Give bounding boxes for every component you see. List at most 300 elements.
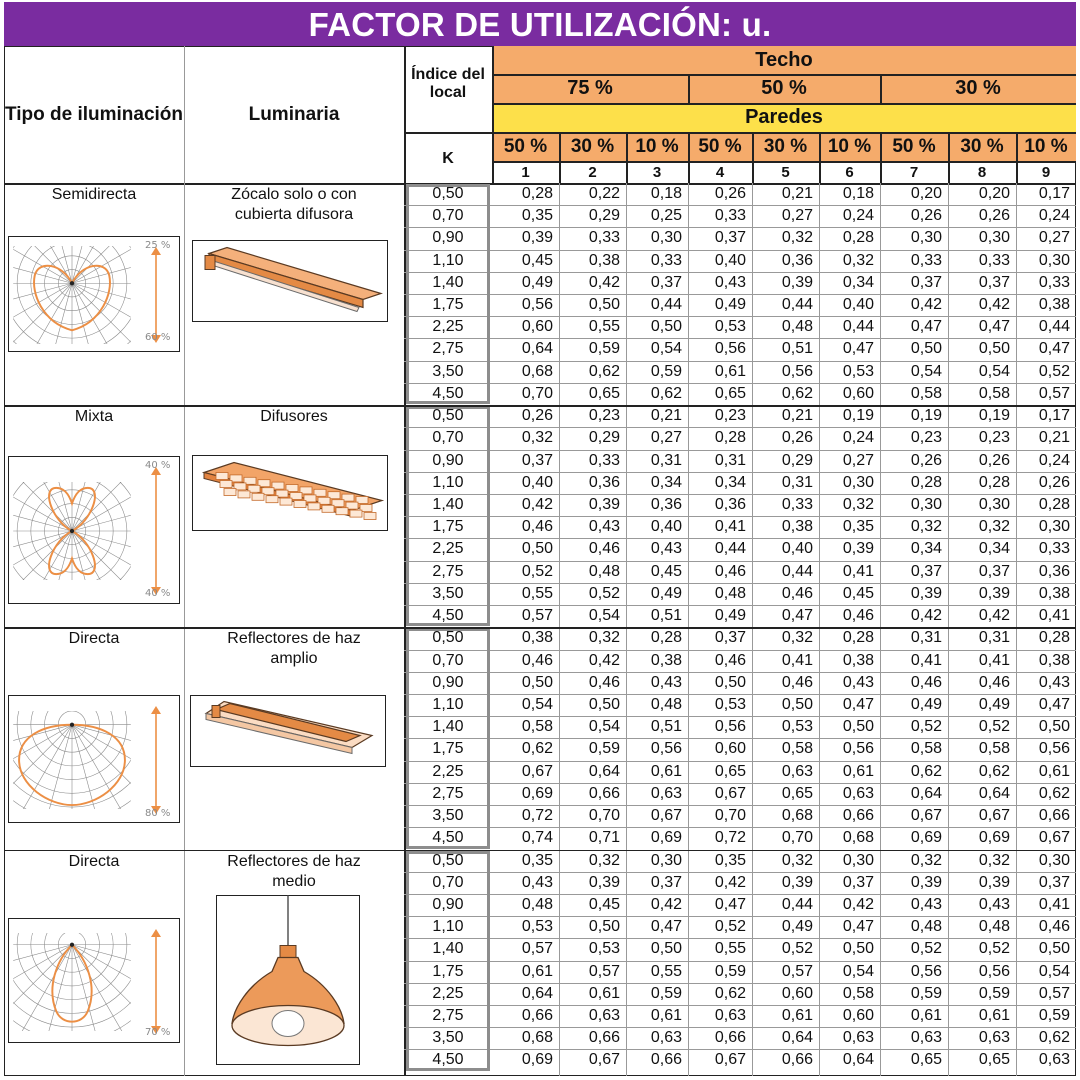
utilization-value-cell: 0,48 <box>910 918 942 936</box>
utilization-value-cell: 0,50 <box>978 340 1010 358</box>
utilization-value-cell: 0,50 <box>650 940 682 958</box>
utilization-value-cell: 0,64 <box>842 1051 874 1069</box>
grid-line <box>819 132 821 183</box>
utilization-value-cell: 0,44 <box>781 896 813 914</box>
utilization-value-cell: 0,19 <box>978 407 1010 425</box>
utilization-value-cell: 0,37 <box>714 629 746 647</box>
grid-line <box>404 472 1076 473</box>
utilization-value-cell: 0,26 <box>978 207 1010 225</box>
utilization-value-cell: 0,54 <box>650 340 682 358</box>
utilization-value-cell: 0,38 <box>650 651 682 669</box>
utilization-value-cell: 0,53 <box>714 318 746 336</box>
header-techo-pct: 30 % <box>880 74 1076 103</box>
utilization-value-cell: 0,47 <box>842 340 874 358</box>
utilization-value-cell: 0,46 <box>978 673 1010 691</box>
utilization-value-cell: 0,42 <box>978 607 1010 625</box>
utilization-value-cell: 0,31 <box>714 451 746 469</box>
k-index-cell: 4,50 <box>432 1051 464 1069</box>
utilization-value-cell: 0,48 <box>588 562 620 580</box>
utilization-value-cell: 0,38 <box>842 651 874 669</box>
utilization-value-cell: 0,49 <box>650 584 682 602</box>
utilization-value-cell: 0,69 <box>978 829 1010 847</box>
utilization-value-cell: 0,46 <box>521 651 553 669</box>
utilization-value-cell: 0,55 <box>521 584 553 602</box>
grid-line <box>404 250 1076 251</box>
k-index-cell: 0,50 <box>432 407 464 425</box>
utilization-value-cell: 0,52 <box>781 940 813 958</box>
utilization-value-cell: 0,42 <box>588 273 620 291</box>
utilization-value-cell: 0,28 <box>910 473 942 491</box>
grid-line <box>404 961 1076 962</box>
utilization-value-cell: 0,26 <box>781 429 813 447</box>
utilization-value-cell: 0,57 <box>1038 984 1070 1002</box>
k-index-cell: 2,75 <box>432 784 464 802</box>
utilization-value-cell: 0,24 <box>1038 451 1070 469</box>
utilization-value-cell: 0,66 <box>781 1051 813 1069</box>
lighting-type-label: Mixta <box>74 408 114 426</box>
utilization-value-cell: 0,69 <box>521 1051 553 1069</box>
header-col-number: 2 <box>588 163 597 181</box>
utilization-value-cell: 0,66 <box>588 784 620 802</box>
k-index-cell: 0,90 <box>432 673 464 691</box>
utilization-value-cell: 0,37 <box>650 273 682 291</box>
utilization-value-cell: 0,56 <box>978 962 1010 980</box>
utilization-value-cell: 0,47 <box>842 696 874 714</box>
utilization-value-cell: 0,61 <box>714 362 746 380</box>
utilization-value-cell: 0,56 <box>1038 740 1070 758</box>
page-title: FACTOR DE UTILIZACIÓN: u. <box>4 2 1076 46</box>
utilization-value-cell: 0,65 <box>714 762 746 780</box>
utilization-value-cell: 0,59 <box>650 984 682 1002</box>
utilization-value-cell: 0,52 <box>1038 362 1070 380</box>
utilization-value-cell: 0,41 <box>910 651 942 669</box>
utilization-value-cell: 0,38 <box>521 629 553 647</box>
utilization-value-cell: 0,26 <box>910 207 942 225</box>
utilization-value-cell: 0,50 <box>650 318 682 336</box>
utilization-value-cell: 0,43 <box>978 896 1010 914</box>
utilization-value-cell: 0,40 <box>781 540 813 558</box>
utilization-value-cell: 0,52 <box>521 562 553 580</box>
header-techo: Techo <box>492 46 1076 74</box>
utilization-value-cell: 0,35 <box>521 851 553 869</box>
utilization-value-cell: 0,60 <box>521 318 553 336</box>
utilization-value-cell: 0,54 <box>588 607 620 625</box>
grid-line <box>404 938 1076 939</box>
grid-line <box>404 494 1076 495</box>
k-index-cell: 0,50 <box>432 851 464 869</box>
utilization-value-cell: 0,21 <box>781 185 813 203</box>
utilization-value-cell: 0,44 <box>650 296 682 314</box>
utilization-value-cell: 0,65 <box>714 384 746 402</box>
utilization-value-cell: 0,62 <box>650 384 682 402</box>
k-index-cell: 0,50 <box>432 629 464 647</box>
utilization-value-cell: 0,21 <box>1038 429 1070 447</box>
percent-up-label: 25 % <box>145 240 171 251</box>
utilization-value-cell: 0,39 <box>588 496 620 514</box>
medium-beam-polar-curve-icon <box>8 918 180 1043</box>
utilization-value-cell: 0,40 <box>650 518 682 536</box>
utilization-value-cell: 0,58 <box>978 740 1010 758</box>
utilization-value-cell: 0,65 <box>910 1051 942 1069</box>
utilization-value-cell: 0,42 <box>714 873 746 891</box>
grid-line <box>404 672 1076 673</box>
utilization-value-cell: 0,41 <box>1038 607 1070 625</box>
grid-line <box>404 716 1076 717</box>
utilization-value-cell: 0,56 <box>650 740 682 758</box>
utilization-value-cell: 0,50 <box>588 696 620 714</box>
lighting-type-label: Semidirecta <box>51 186 137 203</box>
utilization-value-cell: 0,69 <box>521 784 553 802</box>
utilization-value-cell: 0,39 <box>978 873 1010 891</box>
utilization-value-cell: 0,62 <box>781 384 813 402</box>
utilization-value-cell: 0,43 <box>588 518 620 536</box>
grid-line <box>404 783 1076 784</box>
utilization-value-cell: 0,44 <box>1038 318 1070 336</box>
utilization-value-cell: 0,45 <box>521 251 553 269</box>
utilization-value-cell: 0,18 <box>650 185 682 203</box>
utilization-value-cell: 0,28 <box>842 629 874 647</box>
header-col-number: 7 <box>909 163 919 181</box>
utilization-value-cell: 0,28 <box>1038 496 1070 514</box>
utilization-value-cell: 0,64 <box>521 340 553 358</box>
utilization-value-cell: 0,52 <box>910 718 942 736</box>
utilization-value-cell: 0,31 <box>910 629 942 647</box>
utilization-value-cell: 0,58 <box>842 984 874 1002</box>
utilization-value-cell: 0,39 <box>978 584 1010 602</box>
grid-line <box>404 338 1076 339</box>
utilization-value-cell: 0,17 <box>1038 407 1070 425</box>
wide-beam-polar-curve-icon <box>8 695 180 823</box>
utilization-value-cell: 0,37 <box>978 273 1010 291</box>
utilization-value-cell: 0,20 <box>978 185 1010 203</box>
utilization-value-cell: 0,28 <box>714 429 746 447</box>
header-tipo: Tipo de iluminación <box>4 103 184 125</box>
grid-line <box>404 205 1076 206</box>
utilization-value-cell: 0,48 <box>650 696 682 714</box>
k-index-cell: 1,40 <box>432 940 464 958</box>
grid-line <box>4 850 1076 852</box>
utilization-value-cell: 0,67 <box>521 762 553 780</box>
utilization-value-cell: 0,30 <box>910 229 942 247</box>
k-index-cell: 1,40 <box>432 273 464 291</box>
utilization-value-cell: 0,50 <box>588 296 620 314</box>
utilization-value-cell: 0,42 <box>650 896 682 914</box>
utilization-value-cell: 0,49 <box>910 696 942 714</box>
utilization-value-cell: 0,38 <box>1038 296 1070 314</box>
utilization-value-cell: 0,56 <box>842 740 874 758</box>
utilization-value-cell: 0,61 <box>842 762 874 780</box>
header-paredes-pct: 50 % <box>688 132 752 161</box>
utilization-value-cell: 0,38 <box>1038 584 1070 602</box>
grid-line <box>404 805 1076 806</box>
utilization-value-cell: 0,28 <box>842 229 874 247</box>
utilization-value-cell: 0,32 <box>910 518 942 536</box>
utilization-value-cell: 0,30 <box>1038 851 1070 869</box>
utilization-value-cell: 0,51 <box>781 340 813 358</box>
utilization-value-cell: 0,35 <box>714 851 746 869</box>
utilization-value-cell: 0,33 <box>978 251 1010 269</box>
utilization-value-cell: 0,47 <box>1038 696 1070 714</box>
utilization-value-cell: 0,70 <box>588 807 620 825</box>
utilization-value-cell: 0,37 <box>1038 873 1070 891</box>
utilization-value-cell: 0,61 <box>521 962 553 980</box>
grid-line <box>404 1005 1076 1006</box>
utilization-value-cell: 0,63 <box>1038 1051 1070 1069</box>
utilization-value-cell: 0,57 <box>1038 384 1070 402</box>
utilization-value-cell: 0,46 <box>1038 918 1070 936</box>
utilization-value-cell: 0,54 <box>910 362 942 380</box>
utilization-value-cell: 0,60 <box>842 1007 874 1025</box>
utilization-value-cell: 0,43 <box>910 896 942 914</box>
grid-line <box>184 183 185 1076</box>
grid-line <box>404 738 1076 739</box>
utilization-value-cell: 0,49 <box>781 918 813 936</box>
utilization-value-cell: 0,42 <box>910 296 942 314</box>
utilization-value-cell: 0,51 <box>650 718 682 736</box>
k-index-cell: 1,10 <box>432 918 464 936</box>
grid-line <box>404 827 1076 828</box>
utilization-value-cell: 0,47 <box>842 918 874 936</box>
utilization-value-cell: 0,53 <box>588 940 620 958</box>
utilization-value-cell: 0,24 <box>842 207 874 225</box>
utilization-value-cell: 0,43 <box>650 673 682 691</box>
utilization-value-cell: 0,67 <box>588 1051 620 1069</box>
utilization-value-cell: 0,62 <box>714 984 746 1002</box>
utilization-value-cell: 0,50 <box>521 540 553 558</box>
utilization-value-cell: 0,59 <box>1038 1007 1070 1025</box>
utilization-value-cell: 0,59 <box>910 984 942 1002</box>
utilization-value-cell: 0,39 <box>781 273 813 291</box>
utilization-value-cell: 0,30 <box>842 851 874 869</box>
utilization-value-cell: 0,48 <box>781 318 813 336</box>
utilization-value-cell: 0,32 <box>978 851 1010 869</box>
utilization-value-cell: 0,35 <box>842 518 874 536</box>
k-index-cell: 0,90 <box>432 896 464 914</box>
header-paredes-pct: 50 % <box>880 132 948 161</box>
utilization-value-cell: 0,49 <box>521 273 553 291</box>
utilization-value-cell: 0,68 <box>842 829 874 847</box>
utilization-value-cell: 0,63 <box>842 1029 874 1047</box>
utilization-value-cell: 0,45 <box>588 896 620 914</box>
utilization-value-cell: 0,36 <box>588 473 620 491</box>
utilization-value-cell: 0,54 <box>588 718 620 736</box>
utilization-value-cell: 0,32 <box>781 851 813 869</box>
utilization-value-cell: 0,31 <box>978 629 1010 647</box>
utilization-value-cell: 0,37 <box>650 873 682 891</box>
utilization-value-cell: 0,55 <box>588 318 620 336</box>
utilization-value-cell: 0,33 <box>910 251 942 269</box>
header-paredes-pct: 30 % <box>948 132 1016 161</box>
utilization-value-cell: 0,23 <box>978 429 1010 447</box>
utilization-value-cell: 0,67 <box>978 807 1010 825</box>
percent-down-label: 80 % <box>145 808 171 819</box>
mixed-polar-curve-icon <box>8 456 180 604</box>
utilization-value-cell: 0,66 <box>714 1029 746 1047</box>
utilization-value-cell: 0,30 <box>910 496 942 514</box>
utilization-value-cell: 0,61 <box>781 1007 813 1025</box>
utilization-value-cell: 0,62 <box>910 762 942 780</box>
grid-line <box>404 383 1076 384</box>
utilization-value-cell: 0,59 <box>588 340 620 358</box>
grid-line <box>626 132 628 183</box>
utilization-value-cell: 0,29 <box>588 429 620 447</box>
utilization-value-cell: 0,41 <box>781 651 813 669</box>
grid-line <box>184 46 185 183</box>
percent-down-label: 60 % <box>145 332 171 343</box>
fluorescent-batten-icon <box>192 240 388 322</box>
utilization-value-cell: 0,54 <box>521 696 553 714</box>
utilization-value-cell: 0,26 <box>1038 473 1070 491</box>
utilization-value-cell: 0,61 <box>650 762 682 780</box>
utilization-value-cell: 0,58 <box>910 740 942 758</box>
utilization-value-cell: 0,32 <box>978 518 1010 536</box>
utilization-value-cell: 0,36 <box>1038 562 1070 580</box>
utilization-value-cell: 0,34 <box>978 540 1010 558</box>
utilization-value-cell: 0,39 <box>910 873 942 891</box>
utilization-value-cell: 0,56 <box>714 340 746 358</box>
utilization-value-cell: 0,37 <box>714 229 746 247</box>
utilization-value-cell: 0,41 <box>714 518 746 536</box>
utilization-value-cell: 0,29 <box>588 207 620 225</box>
utilization-value-cell: 0,65 <box>588 384 620 402</box>
utilization-value-cell: 0,45 <box>842 584 874 602</box>
utilization-value-cell: 0,65 <box>978 1051 1010 1069</box>
utilization-value-cell: 0,34 <box>842 273 874 291</box>
k-index-cell: 1,10 <box>432 251 464 269</box>
utilization-value-cell: 0,30 <box>978 496 1010 514</box>
percent-down-label: 70 % <box>145 1027 171 1038</box>
grid-line <box>492 132 1076 134</box>
utilization-value-cell: 0,31 <box>781 473 813 491</box>
utilization-value-cell: 0,29 <box>781 451 813 469</box>
utilization-value-cell: 0,33 <box>781 496 813 514</box>
k-index-cell: 1,40 <box>432 718 464 736</box>
utilization-value-cell: 0,58 <box>910 384 942 402</box>
k-index-cell: 2,25 <box>432 762 464 780</box>
utilization-value-cell: 0,72 <box>714 829 746 847</box>
utilization-value-cell: 0,57 <box>781 962 813 980</box>
utilization-value-cell: 0,32 <box>781 629 813 647</box>
utilization-value-cell: 0,53 <box>521 918 553 936</box>
k-index-cell: 1,40 <box>432 496 464 514</box>
utilization-value-cell: 0,62 <box>1038 1029 1070 1047</box>
grid-line <box>1016 132 1018 183</box>
utilization-value-cell: 0,33 <box>650 251 682 269</box>
utilization-value-cell: 0,54 <box>1038 962 1070 980</box>
header-col-number: 1 <box>521 163 530 181</box>
utilization-value-cell: 0,41 <box>978 651 1010 669</box>
grid-line <box>404 1027 1076 1028</box>
utilization-value-cell: 0,67 <box>910 807 942 825</box>
utilization-value-cell: 0,17 <box>1038 185 1070 203</box>
utilization-value-cell: 0,34 <box>714 473 746 491</box>
utilization-value-cell: 0,70 <box>714 807 746 825</box>
utilization-value-cell: 0,64 <box>978 784 1010 802</box>
utilization-value-cell: 0,52 <box>910 940 942 958</box>
header-indice: Índice del local <box>411 65 485 101</box>
utilization-value-cell: 0,56 <box>781 362 813 380</box>
utilization-value-cell: 0,27 <box>1038 229 1070 247</box>
grid-line <box>404 427 1076 428</box>
utilization-value-cell: 0,70 <box>521 384 553 402</box>
grid-line <box>404 872 1076 873</box>
utilization-value-cell: 0,67 <box>650 807 682 825</box>
utilization-value-cell: 0,27 <box>781 207 813 225</box>
utilization-value-cell: 0,43 <box>650 540 682 558</box>
grid-line <box>559 132 561 183</box>
utilization-value-cell: 0,53 <box>781 718 813 736</box>
utilization-value-cell: 0,46 <box>588 540 620 558</box>
utilization-value-cell: 0,30 <box>842 473 874 491</box>
utilization-value-cell: 0,32 <box>588 851 620 869</box>
utilization-value-cell: 0,28 <box>978 473 1010 491</box>
utilization-value-cell: 0,74 <box>521 829 553 847</box>
header-techo-pct: 75 % <box>492 74 688 103</box>
utilization-value-cell: 0,59 <box>588 740 620 758</box>
percent-up-label: 40 % <box>145 460 171 471</box>
header-luminaria: Luminaria <box>248 103 340 125</box>
utilization-value-cell: 0,35 <box>521 207 553 225</box>
utilization-value-cell: 0,54 <box>842 962 874 980</box>
utilization-value-cell: 0,32 <box>781 229 813 247</box>
utilization-value-cell: 0,69 <box>910 829 942 847</box>
utilization-value-cell: 0,40 <box>714 251 746 269</box>
header-col-number: 6 <box>845 163 854 181</box>
utilization-value-cell: 0,27 <box>842 451 874 469</box>
utilization-value-cell: 0,44 <box>781 296 813 314</box>
utilization-value-cell: 0,37 <box>521 451 553 469</box>
utilization-value-cell: 0,26 <box>978 451 1010 469</box>
k-index-cell: 4,50 <box>432 384 464 402</box>
header-paredes-pct: 10 % <box>1016 132 1076 161</box>
utilization-value-cell: 0,40 <box>842 296 874 314</box>
grid-line <box>404 1049 1076 1050</box>
utilization-value-cell: 0,21 <box>781 407 813 425</box>
utilization-value-cell: 0,24 <box>842 429 874 447</box>
utilization-value-cell: 0,63 <box>781 762 813 780</box>
utilization-value-cell: 0,56 <box>714 718 746 736</box>
utilization-value-cell: 0,46 <box>842 607 874 625</box>
utilization-value-cell: 0,55 <box>714 940 746 958</box>
utilization-value-cell: 0,62 <box>978 762 1010 780</box>
k-index-cell: 2,25 <box>432 540 464 558</box>
utilization-value-cell: 0,47 <box>978 318 1010 336</box>
utilization-value-cell: 0,61 <box>588 984 620 1002</box>
lighting-type-label: Directa <box>68 630 120 648</box>
k-index-cell: 1,10 <box>432 696 464 714</box>
k-index-cell: 0,90 <box>432 451 464 469</box>
header-col-number: 9 <box>1041 163 1051 181</box>
utilization-value-cell: 0,50 <box>1038 940 1070 958</box>
utilization-value-cell: 0,32 <box>521 429 553 447</box>
utilization-value-cell: 0,32 <box>842 496 874 514</box>
utilization-value-cell: 0,48 <box>521 896 553 914</box>
utilization-value-cell: 0,39 <box>588 873 620 891</box>
utilization-value-cell: 0,37 <box>978 562 1010 580</box>
luminaire-label: Reflectores de haz medio <box>227 852 361 890</box>
utilization-value-cell: 0,37 <box>842 873 874 891</box>
utilization-value-cell: 0,72 <box>521 807 553 825</box>
utilization-value-cell: 0,34 <box>910 540 942 558</box>
utilization-value-cell: 0,43 <box>714 273 746 291</box>
utilization-value-cell: 0,39 <box>842 540 874 558</box>
utilization-value-cell: 0,47 <box>714 896 746 914</box>
utilization-value-cell: 0,64 <box>521 984 553 1002</box>
utilization-value-cell: 0,68 <box>521 362 553 380</box>
utilization-value-cell: 0,30 <box>978 229 1010 247</box>
utilization-value-cell: 0,23 <box>910 429 942 447</box>
k-index-cell: 1,75 <box>432 296 464 314</box>
